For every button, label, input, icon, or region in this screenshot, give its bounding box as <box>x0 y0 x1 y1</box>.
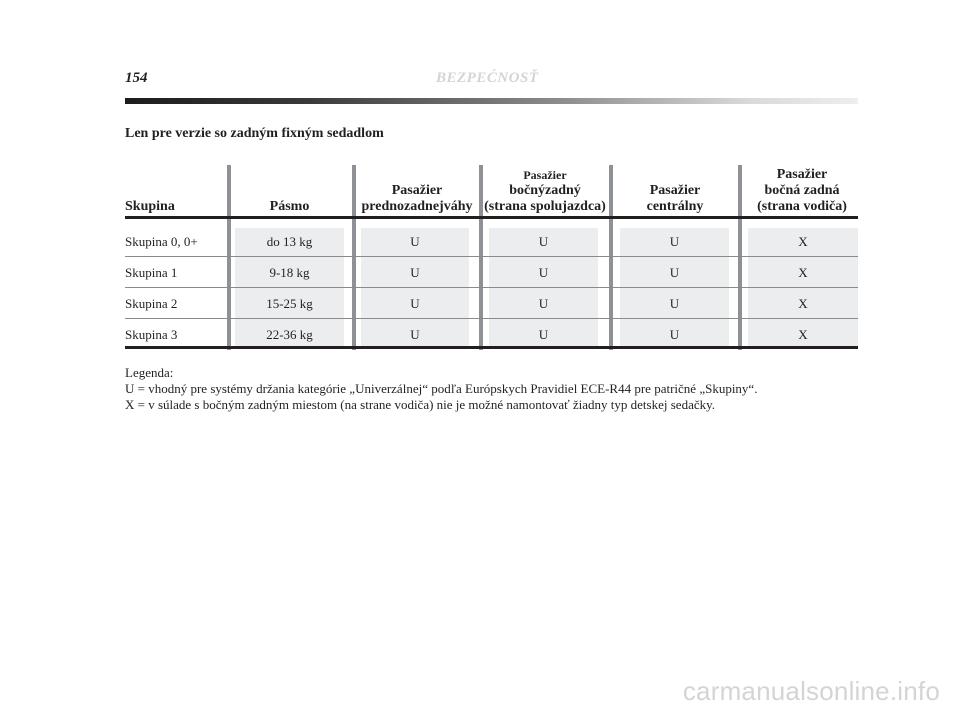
row-side-driver-cell: X <box>798 296 808 311</box>
legend-title: Legenda: <box>125 365 174 380</box>
row-side-passenger-cell: U <box>538 265 549 280</box>
row-side-driver-cell: X <box>798 327 808 342</box>
header-front-line2: prednozadnejváhy <box>361 199 473 214</box>
section-subtitle: Len pre verzie so zadným fixným sedadlom <box>125 126 384 141</box>
legend-line-x: X = v súlade s bočným zadným miestom (na strane vodiča) nie je možné namontovať žiadny typ detskej sedačky. <box>125 397 716 412</box>
row-front-cell: U <box>410 265 420 280</box>
header-front <box>358 183 476 215</box>
row-center-cell: U <box>669 327 680 342</box>
header-range: Pásmo <box>269 199 310 214</box>
header-center <box>616 183 734 215</box>
header-rule <box>125 98 858 104</box>
row-divider <box>125 287 858 288</box>
row-group-label: Skupina 3 <box>125 327 178 342</box>
row-side-driver-cell: X <box>798 265 808 280</box>
row-group-label: Skupina 2 <box>125 296 178 311</box>
row-center-cell: U <box>669 234 680 249</box>
row-front-cell: U <box>410 296 420 311</box>
header-side-driver-line2: bočná zadná <box>764 183 840 198</box>
header-side-passenger <box>484 167 606 215</box>
header-side-passenger-line2: bočnýzadný <box>509 183 581 198</box>
row-range-cell: do 13 kg <box>266 234 313 249</box>
page-number: 154 <box>125 70 148 86</box>
header-center-line1: Pasažier <box>649 183 701 198</box>
row-group-label: Skupina 1 <box>125 265 178 280</box>
column-separator <box>352 165 356 350</box>
header-side-driver-line1: Pasažier <box>776 167 828 182</box>
row-center-cell: U <box>669 296 680 311</box>
chapter-title: BEZPEĆNOSŤ <box>436 70 539 86</box>
header-side-passenger-line1: Pasažier <box>523 168 567 182</box>
header-side-passenger-line3: (strana spolujazdca) <box>484 199 606 214</box>
row-front-cell: U <box>410 234 420 249</box>
row-side-passenger-cell: U <box>538 234 549 249</box>
row-divider <box>125 256 858 257</box>
row-front-cell: U <box>410 327 420 342</box>
column-separator <box>479 165 483 350</box>
column-separator <box>609 165 613 350</box>
watermark: carmanualsonline.info <box>682 676 940 706</box>
row-range-cell: 22-36 kg <box>266 327 313 342</box>
row-divider <box>125 318 858 319</box>
row-side-passenger-cell: U <box>538 296 549 311</box>
header-center-line2: centrálny <box>646 199 704 214</box>
header-side-driver <box>744 167 860 215</box>
row-center-cell: U <box>669 265 680 280</box>
header-front-line1: Pasažier <box>391 183 443 198</box>
legend-line-u: U = vhodný pre systémy držania kategórie „Univerzálnej“ podľa Európskych Pravidiel ECE-R44 pre patričné „Skupiny“. <box>125 381 758 396</box>
table-bottom-rule <box>125 346 858 349</box>
row-side-passenger-cell: U <box>538 327 549 342</box>
column-separator <box>227 165 231 350</box>
row-range-cell: 15-25 kg <box>266 296 313 311</box>
row-side-driver-cell: X <box>798 234 808 249</box>
header-side-driver-line3: (strana vodiča) <box>757 199 847 214</box>
row-group-label: Skupina 0, 0+ <box>125 234 198 249</box>
header-bottom-rule <box>125 216 858 219</box>
legend <box>125 365 757 413</box>
header-group: Skupina <box>125 199 175 214</box>
row-range-cell: 9-18 kg <box>269 265 310 280</box>
column-separator <box>738 165 742 350</box>
